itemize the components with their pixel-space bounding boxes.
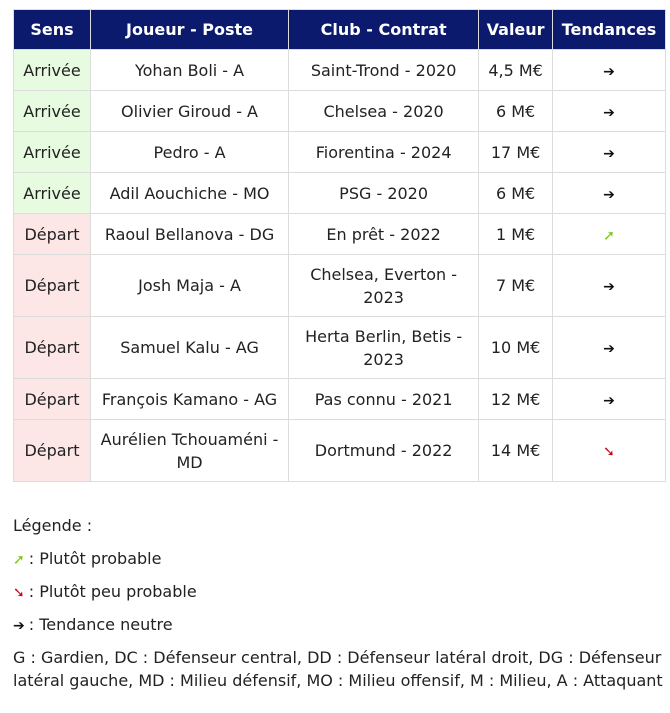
valeur-cell: 4,5 M€ xyxy=(479,50,553,91)
table-row xyxy=(14,214,666,255)
position-abbreviations: G : Gardien, DC : Défenseur central, DD : Défenseur latéral droit, DG : Défenseur latéral gauche, MD : Milieu défensif, MO : Milieu offensif, M : Milieu, A : Attaquant xyxy=(13,648,663,690)
tendance-cell xyxy=(553,255,666,317)
arrow-neutral-icon: ➔ xyxy=(603,279,615,295)
tendance-cell xyxy=(553,132,666,173)
sens-cell: Départ xyxy=(14,420,91,482)
valeur-cell: 1 M€ xyxy=(479,214,553,255)
header-joueur-poste: Joueur - Poste xyxy=(90,10,288,50)
sens-cell: Arrivée xyxy=(14,50,91,91)
club-cell: Pas connu - 2021 xyxy=(289,379,479,420)
arrow-neutral-icon: ➔ xyxy=(603,104,615,121)
arrow-up-icon: ➚ xyxy=(13,552,25,568)
valeur-cell: 7 M€ xyxy=(479,255,553,317)
tendance-cell xyxy=(553,50,666,91)
valeur-cell: 10 M€ xyxy=(479,317,553,379)
legend-title: Légende : xyxy=(13,516,93,535)
joueur-cell: Pedro - A xyxy=(90,132,288,173)
joueur-cell: Aurélien Tchouaméni - MD xyxy=(90,420,288,482)
arrow-neutral-icon: ➔ xyxy=(603,63,615,80)
club-cell: En prêt - 2022 xyxy=(289,214,479,255)
club-cell: Saint-Trond - 2020 xyxy=(289,50,479,91)
arrow-down-icon: ➘ xyxy=(603,444,615,460)
arrow-neutral-icon: ➔ xyxy=(603,392,615,409)
table-row xyxy=(14,132,666,173)
joueur-cell: Samuel Kalu - AG xyxy=(90,317,288,379)
valeur-cell: 6 M€ xyxy=(479,91,553,132)
tendance-cell xyxy=(553,173,666,214)
joueur-cell: Olivier Giroud - A xyxy=(90,91,288,132)
club-cell: Herta Berlin, Betis - 2023 xyxy=(289,317,479,379)
table-row xyxy=(14,379,666,420)
joueur-cell: Raoul Bellanova - DG xyxy=(90,214,288,255)
sens-cell: Arrivée xyxy=(14,173,91,214)
header-row xyxy=(14,10,666,50)
legend-text: : Plutôt probable xyxy=(28,549,162,568)
joueur-cell: Yohan Boli - A xyxy=(90,50,288,91)
club-cell: PSG - 2020 xyxy=(289,173,479,214)
sens-cell: Arrivée xyxy=(14,91,91,132)
legend-item-probable xyxy=(13,549,668,568)
sens-cell: Départ xyxy=(14,255,91,317)
sens-cell: Départ xyxy=(14,317,91,379)
legend-item-neutre xyxy=(13,615,668,634)
table-row xyxy=(14,50,666,91)
club-cell: Fiorentina - 2024 xyxy=(289,132,479,173)
club-cell: Chelsea, Everton - 2023 xyxy=(289,255,479,317)
sens-cell: Départ xyxy=(14,214,91,255)
arrow-up-icon: ➚ xyxy=(603,227,615,244)
valeur-cell: 6 M€ xyxy=(479,173,553,214)
header-valeur: Valeur xyxy=(479,10,553,50)
legend-text: : Tendance neutre xyxy=(28,615,173,634)
tendance-cell xyxy=(553,317,666,379)
table-row xyxy=(14,173,666,214)
table-row xyxy=(14,91,666,132)
legend-text: : Plutôt peu probable xyxy=(28,582,197,601)
arrow-down-icon: ➘ xyxy=(13,585,25,601)
valeur-cell: 14 M€ xyxy=(479,420,553,482)
tendance-cell xyxy=(553,91,666,132)
club-cell: Chelsea - 2020 xyxy=(289,91,479,132)
sens-cell: Arrivée xyxy=(14,132,91,173)
table-row xyxy=(14,420,666,482)
joueur-cell: Josh Maja - A xyxy=(90,255,288,317)
arrow-neutral-icon: ➔ xyxy=(603,145,615,162)
joueur-cell: Adil Aouchiche - MO xyxy=(90,173,288,214)
club-cell: Dortmund - 2022 xyxy=(289,420,479,482)
arrow-neutral-icon: ➔ xyxy=(603,186,615,203)
arrow-neutral-icon: ➔ xyxy=(13,618,25,634)
tendance-cell xyxy=(553,379,666,420)
arrow-neutral-icon: ➔ xyxy=(603,341,615,357)
tendance-cell xyxy=(553,214,666,255)
valeur-cell: 17 M€ xyxy=(479,132,553,173)
transfers-table xyxy=(13,9,666,482)
tendance-cell xyxy=(553,420,666,482)
sens-cell: Départ xyxy=(14,379,91,420)
table-row xyxy=(14,317,666,379)
legend-item-peu-probable xyxy=(13,582,668,601)
header-sens: Sens xyxy=(14,10,91,50)
valeur-cell: 12 M€ xyxy=(479,379,553,420)
table-row xyxy=(14,255,666,317)
joueur-cell: François Kamano - AG xyxy=(90,379,288,420)
header-tendances: Tendances xyxy=(553,10,666,50)
header-club-contrat: Club - Contrat xyxy=(289,10,479,50)
